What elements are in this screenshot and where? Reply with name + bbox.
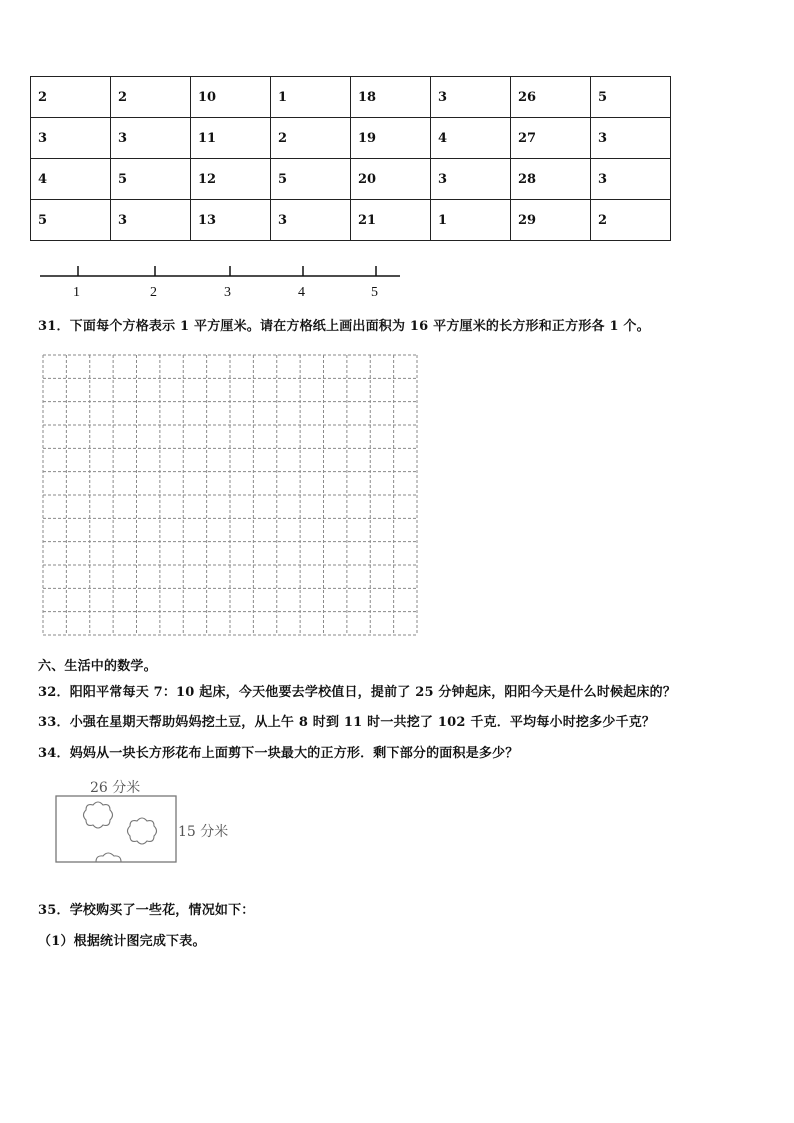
number-line-label: 2 [150,285,157,300]
table-row [31,159,671,200]
table-cell: 27 [511,118,591,159]
table-cell: 29 [511,200,591,241]
table-row [31,77,671,118]
table-cell: 18 [351,77,431,118]
number-line [38,262,408,302]
table-cell: 2 [111,77,191,118]
table-cell: 21 [351,200,431,241]
table-cell: 26 [511,77,591,118]
table-row [31,118,671,159]
question-34: 34．妈妈从一块长方形花布上面剪下一块最大的正方形．剩下部分的面积是多少？ [38,746,519,761]
data-table [30,76,671,241]
table-cell: 1 [431,200,511,241]
square-grid [41,353,419,637]
question-33: 33．小强在星期天帮助妈妈挖土豆，从上午 8 时到 11 时一共挖了 102 千克．平均每小时挖多少千克？ [38,715,656,730]
question-31: 31．下面每个方格表示 1 平方厘米。请在方格纸上画出面积为 16 平方厘米的长方形和正方形各 1 个。 [38,319,650,334]
rect-width-label: 26 分米 [90,780,141,796]
number-line-label: 5 [371,285,378,300]
table-cell: 13 [191,200,271,241]
question-32: 32．阳阳平常每天 7：10 起床，今天他要去学校值日，提前了 25 分钟起床，阳阳今天是什么时候起床的？ [38,685,677,700]
flower-icon [96,853,121,862]
table-cell: 3 [111,118,191,159]
table-cell: 1 [271,77,351,118]
table-cell: 3 [591,159,671,200]
table-cell: 11 [191,118,271,159]
table-cell: 5 [271,159,351,200]
table-cell: 2 [271,118,351,159]
table-cell: 12 [191,159,271,200]
table-cell: 19 [351,118,431,159]
number-line-label: 4 [298,285,305,300]
table-cell: 5 [31,200,111,241]
table-cell: 3 [111,200,191,241]
table-cell: 5 [111,159,191,200]
table-cell: 20 [351,159,431,200]
question-35-part-1: （1）根据统计图完成下表。 [38,934,206,949]
number-line-label: 3 [224,285,231,300]
number-line-label: 1 [73,285,80,300]
table-cell: 4 [431,118,511,159]
table-row [31,200,671,241]
table-cell: 3 [31,118,111,159]
question-35: 35．学校购买了一些花，情况如下： [38,903,255,918]
table-cell: 3 [591,118,671,159]
rect-height-label: 15 分米 [178,824,229,840]
table-cell: 4 [31,159,111,200]
table-cell: 3 [431,159,511,200]
table-cell: 28 [511,159,591,200]
table-cell: 5 [591,77,671,118]
cloth-rectangle [56,796,176,862]
flower-icon [128,818,157,844]
table-cell: 2 [31,77,111,118]
flower-icon [84,802,113,828]
table-cell: 3 [271,200,351,241]
table-cell: 3 [431,77,511,118]
table-cell: 10 [191,77,271,118]
section-6-heading: 六、生活中的数学。 [38,659,157,674]
cloth-rectangle-figure [52,774,252,866]
table-cell: 2 [591,200,671,241]
